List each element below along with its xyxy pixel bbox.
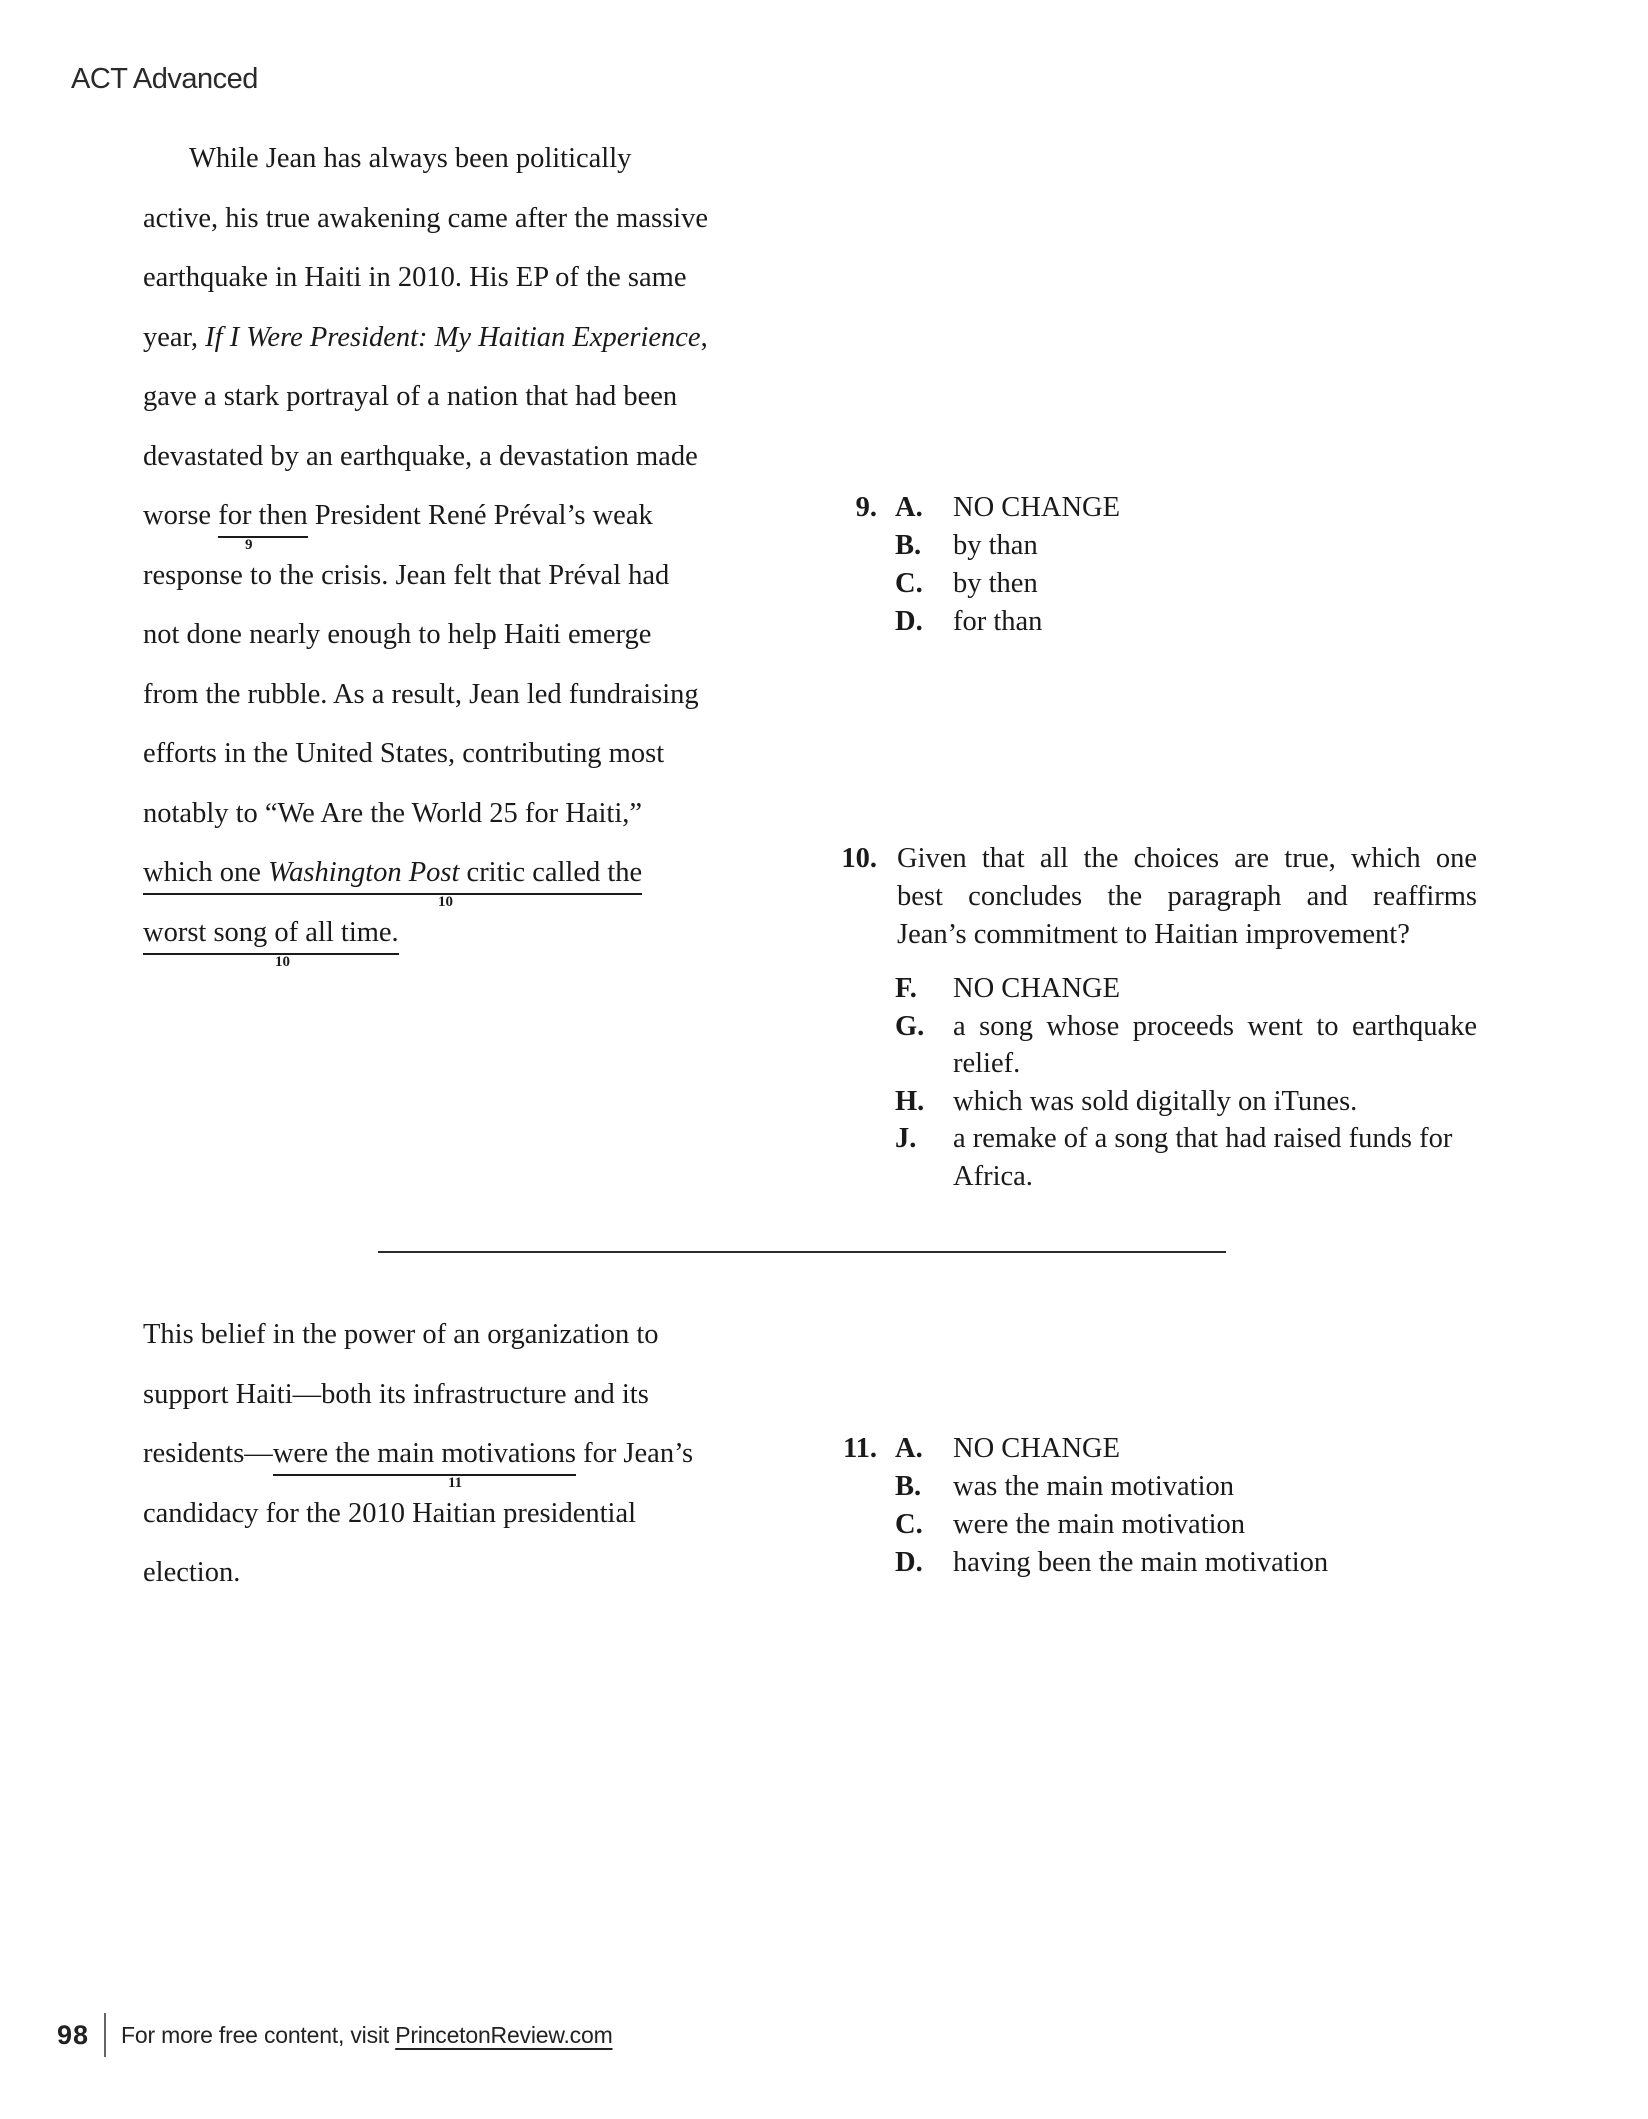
choice-row [895, 1544, 1328, 1582]
question-9 [855, 489, 1121, 641]
choice-letter: H. [895, 1085, 925, 1117]
choice-letter: G. [895, 1010, 925, 1042]
text-run: for Jean’s [575, 1438, 694, 1469]
choice-text [953, 970, 1477, 1008]
choice-text [953, 1008, 1477, 1083]
stem-line: Jean’s commitment to Haitian improvement? [897, 919, 1410, 950]
stem-line: best concludes the paragraph and reaffirms [897, 881, 1477, 912]
passage-line [143, 486, 803, 546]
text-run: , [700, 321, 708, 353]
question-10-stem-text [897, 840, 1477, 954]
choice-line: were the main motivation [953, 1509, 1246, 1540]
text-run: from the rubble. As a result, Jean led fundraising [143, 678, 699, 710]
page-header-title: ACT Advanced [71, 63, 258, 95]
choice-letter: B. [895, 530, 922, 561]
page-footer [57, 2013, 613, 2057]
passage-line [143, 427, 803, 487]
underline-number-10a: 10 [438, 894, 453, 910]
italic-text: If I Were President: My Haitian Experience [205, 321, 701, 353]
passage-line [143, 605, 803, 665]
choice-line: was the main motivation [953, 1471, 1234, 1502]
choice-line: which was sold digitally on iTunes. [953, 1085, 1358, 1117]
italic-text: Washington Post [268, 857, 460, 888]
choice-line: for than [953, 606, 1043, 637]
choice-text [953, 1120, 1477, 1195]
passage-line [143, 665, 803, 725]
choice-letter: D. [895, 1547, 923, 1578]
choice-text [953, 1506, 1245, 1544]
text-run: gave a stark portrayal of a nation that had been [143, 381, 678, 412]
underlined-text: were the main motivations [273, 1438, 576, 1476]
underline-number-9: 9 [245, 537, 253, 553]
choice-line: a remake of a song that had raised funds for [953, 1123, 1453, 1154]
choice-row [895, 1120, 1477, 1195]
question-9-number: 9. [855, 492, 877, 523]
text-run: which one [143, 857, 269, 888]
choice-row [895, 1008, 1477, 1083]
underline-number-10b: 10 [275, 954, 290, 970]
choice-letter: C. [895, 568, 923, 599]
text-run: President René Préval’s weak [307, 500, 653, 531]
text-run: response to the crisis. Jean felt that Préval had [143, 559, 670, 591]
footer-text [121, 2022, 613, 2049]
choice-text [953, 1544, 1328, 1582]
passage-line [143, 308, 803, 368]
choice-text [953, 1430, 1120, 1468]
choice-line: by than [953, 530, 1038, 561]
passage-paragraph-1 [143, 129, 803, 962]
stem-line: Given that all the choices are true, which one [897, 843, 1477, 874]
choice-line: by then [953, 568, 1038, 599]
text-run: candidacy for the 2010 Haitian presidential [143, 1497, 637, 1529]
passage-line [143, 1365, 803, 1425]
passage-line [143, 724, 803, 784]
text-run: year, [143, 321, 206, 353]
choice-letter: F. [895, 973, 917, 1004]
passage-paragraph-2 [143, 1305, 803, 1603]
text-run: This belief in the power of an organization to [143, 1319, 659, 1350]
underlined-text [143, 857, 642, 895]
question-9-choices [895, 489, 1120, 641]
passage-line [143, 1305, 803, 1365]
question-11-choices [895, 1430, 1328, 1582]
choice-text [953, 1468, 1234, 1506]
passage-line [143, 546, 803, 606]
question-10-number: 10. [841, 843, 877, 874]
footer-text-prefix: For more free content, visit [121, 2021, 396, 2048]
passage-line [143, 843, 803, 903]
choice-letter: C. [895, 1509, 923, 1540]
choice-line: NO CHANGE [953, 492, 1121, 523]
text-run: active, his true awakening came after the massive [143, 202, 709, 234]
underlined-text [143, 917, 399, 955]
text-run: residents— [143, 1438, 273, 1469]
passage-line [143, 784, 803, 844]
choice-row [895, 489, 1120, 527]
question-10-choices [895, 970, 1477, 1195]
choice-row [895, 1430, 1328, 1468]
choice-text [953, 1083, 1477, 1121]
choice-row [895, 1468, 1328, 1506]
page-number: 98 [57, 2019, 90, 2050]
underlined-text: for then [218, 500, 307, 538]
choice-text [953, 565, 1038, 603]
choice-line: NO CHANGE [953, 973, 1121, 1004]
text-run: election. [143, 1557, 241, 1588]
choice-text [953, 527, 1038, 565]
choice-line: Africa. [953, 1160, 1033, 1192]
text-run: efforts in the United States, contributing most [143, 738, 665, 769]
choice-row [895, 527, 1120, 565]
passage-line [143, 189, 803, 249]
question-11 [842, 1430, 1329, 1582]
choice-letter: A. [895, 1433, 923, 1464]
text-run: While Jean has always been politically [189, 143, 632, 174]
choice-line: relief. [953, 1048, 1021, 1079]
question-10-stem [841, 840, 1477, 954]
passage-line [143, 129, 803, 189]
passage-line [143, 248, 803, 308]
passage-line [143, 367, 803, 427]
passage-line [143, 1543, 803, 1603]
choice-letter: A. [895, 492, 923, 523]
choice-line: a song whose proceeds went to earthquake [953, 1010, 1477, 1042]
passage-line [143, 903, 803, 963]
choice-line: having been the main motivation [953, 1547, 1329, 1578]
underline-number-11: 11 [448, 1475, 463, 1491]
footer-divider-bar [104, 2013, 106, 2057]
text-run: critic called the [459, 857, 643, 888]
choice-line: NO CHANGE [953, 1433, 1121, 1464]
choice-text [953, 603, 1042, 641]
choice-row [895, 1506, 1328, 1544]
text-run: support Haiti—both its infrastructure and its [143, 1378, 649, 1410]
section-divider-line [378, 1251, 1226, 1253]
passage-line [143, 1484, 803, 1544]
choice-letter: J. [895, 1123, 917, 1154]
text-run: notably to “We Are the World 25 for Haiti,” [143, 797, 643, 829]
text-run: worse [143, 500, 219, 531]
text-run: devastated by an earthquake, a devastation made [143, 440, 698, 472]
text-run: worst song of all time. [143, 916, 399, 948]
passage-line [143, 1424, 803, 1484]
text-run: earthquake in Haiti in 2010. His EP of the same [143, 262, 687, 293]
choice-row [895, 565, 1120, 603]
choice-letter: B. [895, 1471, 922, 1502]
princeton-review-link[interactable]: PrincetonReview.com [395, 2021, 613, 2048]
choice-letter: D. [895, 606, 923, 637]
choice-text [953, 489, 1120, 527]
choice-row [895, 603, 1120, 641]
question-11-number: 11. [842, 1433, 877, 1464]
choice-row [895, 1083, 1477, 1121]
choice-row [895, 970, 1477, 1008]
text-run: not done nearly enough to help Haiti emerge [143, 619, 652, 650]
